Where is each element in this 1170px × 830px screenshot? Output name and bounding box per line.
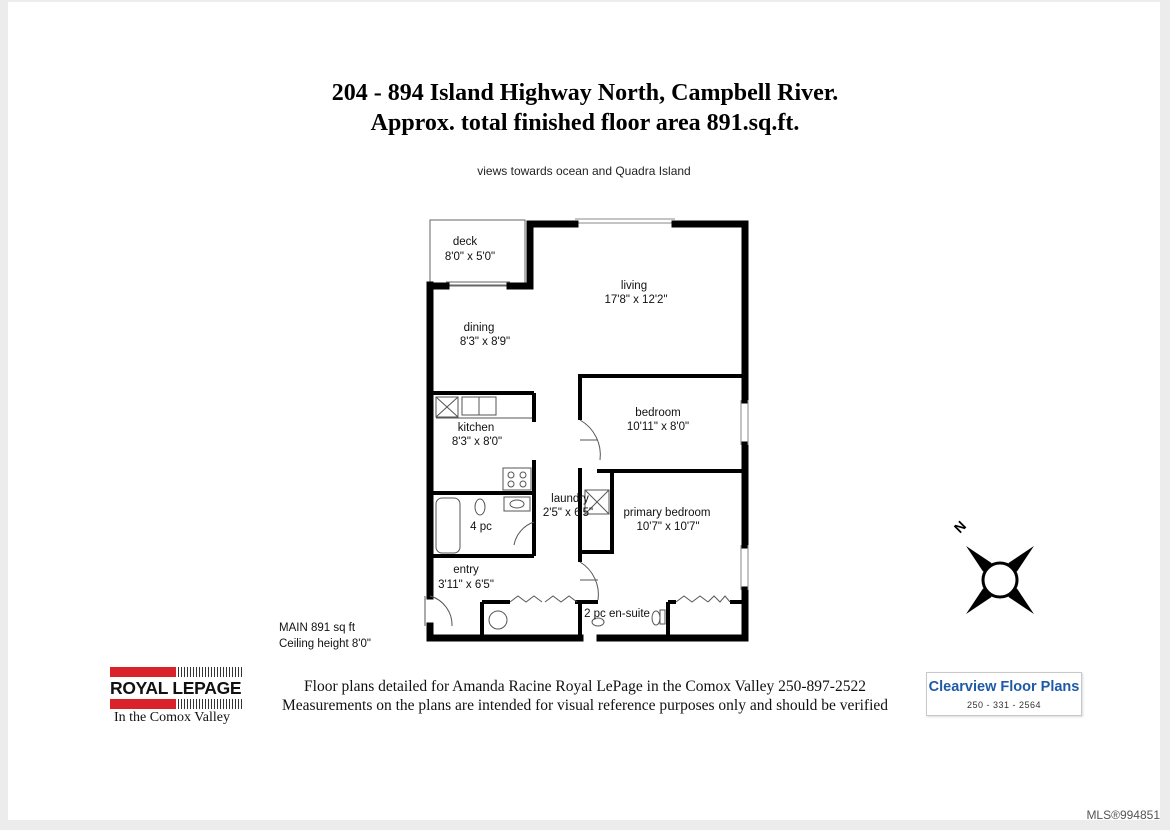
room-deck-dims: 8'0" x 5'0" [444, 251, 496, 263]
footer-line-1: Floor plans detailed for Amanda Racine Royal LePage in the Comox Valley 250-897-2522 [304, 678, 866, 695]
logo-line-bar-bottom [178, 699, 244, 709]
room-living-name: living [620, 280, 648, 292]
royal-lepage-name: ROYAL LEPAGE [110, 678, 242, 698]
clearview-phone: 250 - 331 - 2564 [966, 700, 1042, 710]
room-bedroom-name: bedroom [635, 407, 681, 419]
area-title: Approx. total finished floor area 891.sq.ft. [370, 110, 800, 136]
room-entry-dims: 3'11" x 6'5" [438, 579, 494, 591]
room-kitchen-name: kitchen [457, 422, 495, 434]
clearview-name: Clearview Floor Plans [928, 679, 1080, 695]
room-bedroom-dims: 10'11" x 8'0" [626, 421, 690, 433]
address-title: 204 - 894 Island Highway North, Campbell River. [331, 80, 839, 106]
compass-north-label: N [950, 517, 970, 536]
ceiling-height: Ceiling height 8'0" [279, 638, 371, 650]
logo-red-bar-bottom [110, 699, 176, 709]
room-primary-dims: 10'7" x 10'7" [636, 521, 700, 533]
room-kitchen-dims: 8'3" x 8'0" [451, 436, 503, 448]
room-laundry-dims: 2'5" x 6'5" [542, 507, 594, 519]
room-entry-name: entry [453, 564, 479, 576]
living-window [575, 219, 675, 223]
room-living-dims: 17'8" x 12'2" [604, 294, 668, 306]
room-ensuite-name: 2 pc en-suite [584, 608, 650, 620]
room-primary-name: primary bedroom [623, 507, 711, 519]
clearview-logo [926, 672, 1082, 716]
room-laundry-name: laundry [551, 493, 589, 505]
main-level-area: MAIN 891 sq ft [279, 622, 356, 634]
logo-red-bar [110, 667, 176, 677]
mls-number: MLS®994851 [1086, 808, 1160, 822]
royal-lepage-logo [110, 667, 244, 729]
room-dining-name: dining [463, 322, 495, 334]
room-4pc-name: 4 pc [470, 521, 492, 533]
footer-line-2: Measurements on the plans are intended for visual reference purposes only and should be verified [281, 697, 889, 714]
room-deck-name: deck [452, 236, 478, 248]
compass-icon [932, 512, 1068, 648]
royal-lepage-sub: In the Comox Valley [114, 710, 231, 725]
room-labels [438, 236, 710, 620]
room-dining-dims: 8'3" x 8'9" [459, 336, 511, 348]
views-note: views towards ocean and Quadra Island [477, 164, 691, 178]
logo-line-bar [178, 667, 244, 677]
main-info [279, 620, 371, 652]
